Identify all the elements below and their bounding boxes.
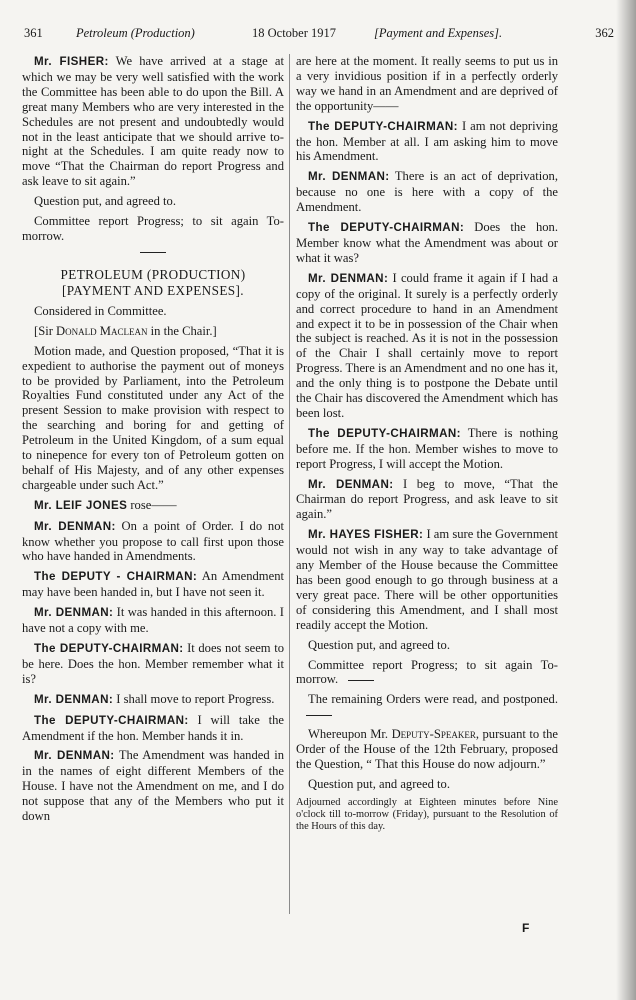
- heading-line: PETROLEUM (PRODUCTION): [60, 266, 246, 282]
- speaker-name: Mr. HAYES FISHER:: [308, 528, 424, 542]
- orders-text: The remaining Orders were read, and postponed.: [308, 692, 558, 707]
- paragraph: Committee report Progress; to sit again To-morrow.: [22, 214, 284, 243]
- section-heading: [22, 267, 284, 299]
- section-separator: [306, 715, 332, 716]
- paragraph: [22, 498, 284, 514]
- speech-text: I beg to move, “That the Chairman do report Progress, and ask leave to sit again.”: [296, 476, 558, 522]
- left-page-number: 361: [24, 26, 43, 40]
- speaker-name: The DEPUTY-CHAIRMAN:: [308, 221, 465, 235]
- paragraph: Question put, and agreed to.: [308, 776, 450, 791]
- speech-text: I will take the Amendment if the hon. Member hands it in.: [22, 712, 284, 743]
- paragraph: [22, 324, 284, 339]
- page-edge-shadow: [616, 0, 636, 1000]
- speech-text: We have arrived at a stage at which we may be very well satisfied with the work the Committee has been able to do upon the Bill. A great many Members who are very interested in the Schedules are not present and undoubtedly would not in the least anticipate that we should arrive to-night at the Schedules. I am quite ready now to move “That the Chairman do report Progress and ask leave to sit again.”: [22, 54, 284, 189]
- speaker-name: Mr. DENMAN:: [34, 749, 115, 763]
- page-header: [24, 22, 614, 44]
- paragraph: are here at the moment. It really seems to put us in a very invidious position if in a perfectly orderly way we hand in an Amendment and are deprived of the opportunity——: [296, 54, 558, 113]
- paragraph: Question put, and agreed to.: [34, 194, 176, 209]
- section-separator: [348, 680, 374, 681]
- paragraph: Question put, and agreed to.: [308, 637, 450, 652]
- chair-pre: [Sir: [34, 323, 57, 338]
- left-running-title: Petroleum (Production): [76, 26, 195, 40]
- right-page-number: 362: [595, 26, 614, 40]
- speaker-name: Mr. DENMAN:: [34, 519, 116, 533]
- speech-text: I am sure the Government would not wish in any way to take advantage of any Member of the House because the Committee has been good enough to go through business at a very great pace. There will be other opportunities of considering this Amendment, and I shall most readily accept the Motion.: [296, 527, 558, 632]
- right-column: [296, 54, 558, 838]
- column-divider: [289, 54, 290, 914]
- speech-text: rose——: [127, 497, 177, 512]
- speaker-name: The DEPUTY-CHAIRMAN:: [34, 642, 184, 655]
- paragraph: [296, 477, 558, 523]
- paragraph: [296, 119, 558, 165]
- chair-post: in the Chair.]: [147, 323, 217, 338]
- paragraph: [296, 271, 558, 421]
- speech-text: I am not depriving the hon. Member at all. I am asking him to move his Amendment.: [296, 118, 558, 164]
- paragraph: [22, 519, 284, 565]
- speaker-name: The DEPUTY - CHAIRMAN:: [34, 570, 198, 584]
- paragraph: Considered in Committee.: [34, 303, 167, 318]
- speech-text: It does not seem to be here. Does the hon. Member remember what it is?: [22, 641, 284, 686]
- speaker-name: Mr. DENMAN:: [34, 606, 114, 620]
- speech-text: It was handed in this afternoon. I have not a copy with me.: [22, 605, 284, 636]
- speaker-name: Mr. DENMAN:: [308, 477, 394, 491]
- paragraph: [22, 713, 284, 744]
- deputy-speaker-name: Deputy-Speaker: [391, 727, 476, 742]
- speech-text: I could frame it again if I had a copy of the original. It surely is a perfectly orderly and correct procedure to hand in an Amendment and expect it to be in possession of the Chair when the subject is reached. As it is not in the possession of the Chair I shall certainly move to report Progress. There is an Amendment and no one has it, and the only thing is to postpone the Debate until the Chair has discovered the Amendment which has been lost.: [296, 270, 558, 420]
- paragraph: [22, 748, 284, 824]
- chair-name: Donald Maclean: [56, 323, 148, 338]
- speaker-name: Mr. FISHER:: [34, 55, 109, 68]
- speech-text: There is nothing before me. If the hon. Member wishes to move to report Progress, I will accept the Motion.: [296, 425, 559, 471]
- speech-text: The Amendment was handed in in the names of eight different Members of the House. I have not the Amendment on me, and I do not suppose that any of the Members who put it down: [22, 748, 284, 824]
- paragraph: [22, 569, 284, 600]
- speaker-name: Mr. LEIF JONES: [34, 498, 128, 512]
- speech-text: There is an act of deprivation, because no one is here with a copy of the Amendment.: [296, 169, 558, 215]
- speaker-name: Mr. DENMAN:: [308, 271, 389, 285]
- paragraph: [296, 527, 558, 632]
- paragraph: [296, 426, 558, 472]
- speech-text: An Amendment may have been handed in, but I have not seen it.: [22, 569, 284, 600]
- speech-text: Does the hon. Member know what the Amendment was about or what it was?: [296, 220, 558, 265]
- paragraph: [296, 658, 558, 688]
- header-date: 18 October 1917: [252, 26, 337, 40]
- speaker-name: Mr. DENMAN:: [308, 170, 390, 184]
- paragraph: [22, 54, 284, 189]
- speaker-name: Mr. DENMAN:: [34, 692, 114, 706]
- paragraph: [22, 641, 284, 687]
- whereupon-post: , pursuant to the Order of the House of the 12th February, proposed the Question, “ That this House do now adjourn.”: [296, 727, 558, 771]
- heading-line: [PAYMENT AND EXPENSES].: [61, 282, 244, 298]
- left-column: [22, 54, 284, 829]
- paragraph: [296, 169, 558, 215]
- speaker-name: The DEPUTY-CHAIRMAN:: [34, 713, 189, 727]
- whereupon-pre: Whereupon Mr.: [308, 727, 392, 742]
- speech-text: I shall move to report Progress.: [113, 691, 275, 706]
- signature-mark: F: [522, 921, 530, 935]
- adjournment-note: Adjourned accordingly at Eighteen minutes before Nine o'clock till to-morrow (Friday), pursuant to the Resolution of the Hours of this day.: [296, 796, 558, 832]
- section-separator: [140, 252, 166, 253]
- speaker-name: The DEPUTY-CHAIRMAN:: [308, 426, 461, 440]
- paragraph: [296, 727, 558, 772]
- paragraph: [296, 692, 558, 722]
- right-running-title: [Payment and Expenses].: [374, 26, 503, 40]
- paragraph: [22, 692, 284, 708]
- paragraph: [22, 605, 284, 636]
- speech-text: On a point of Order. I do not know whether you propose to call first upon those who have handed in Amendments.: [22, 518, 284, 564]
- paragraph: Motion made, and Question proposed, “That it is expedient to authorise the payment out of moneys to be provided by Parliament, into the Petroleum Royalties Fund constituted under any Act of the present Session to make provision with respect to the searching and boring for and getting of Petroleum in the United Kingdom, of a sum equal to ninepence for every ton of Petroleum gotten on behalf of His Majesty, and of any other expenses chargeable under such Act.”: [22, 343, 284, 492]
- speaker-name: The DEPUTY-CHAIRMAN:: [308, 119, 458, 133]
- paragraph: [296, 220, 558, 266]
- progress-text: Committee report Progress; to sit again To-morrow.: [296, 657, 558, 687]
